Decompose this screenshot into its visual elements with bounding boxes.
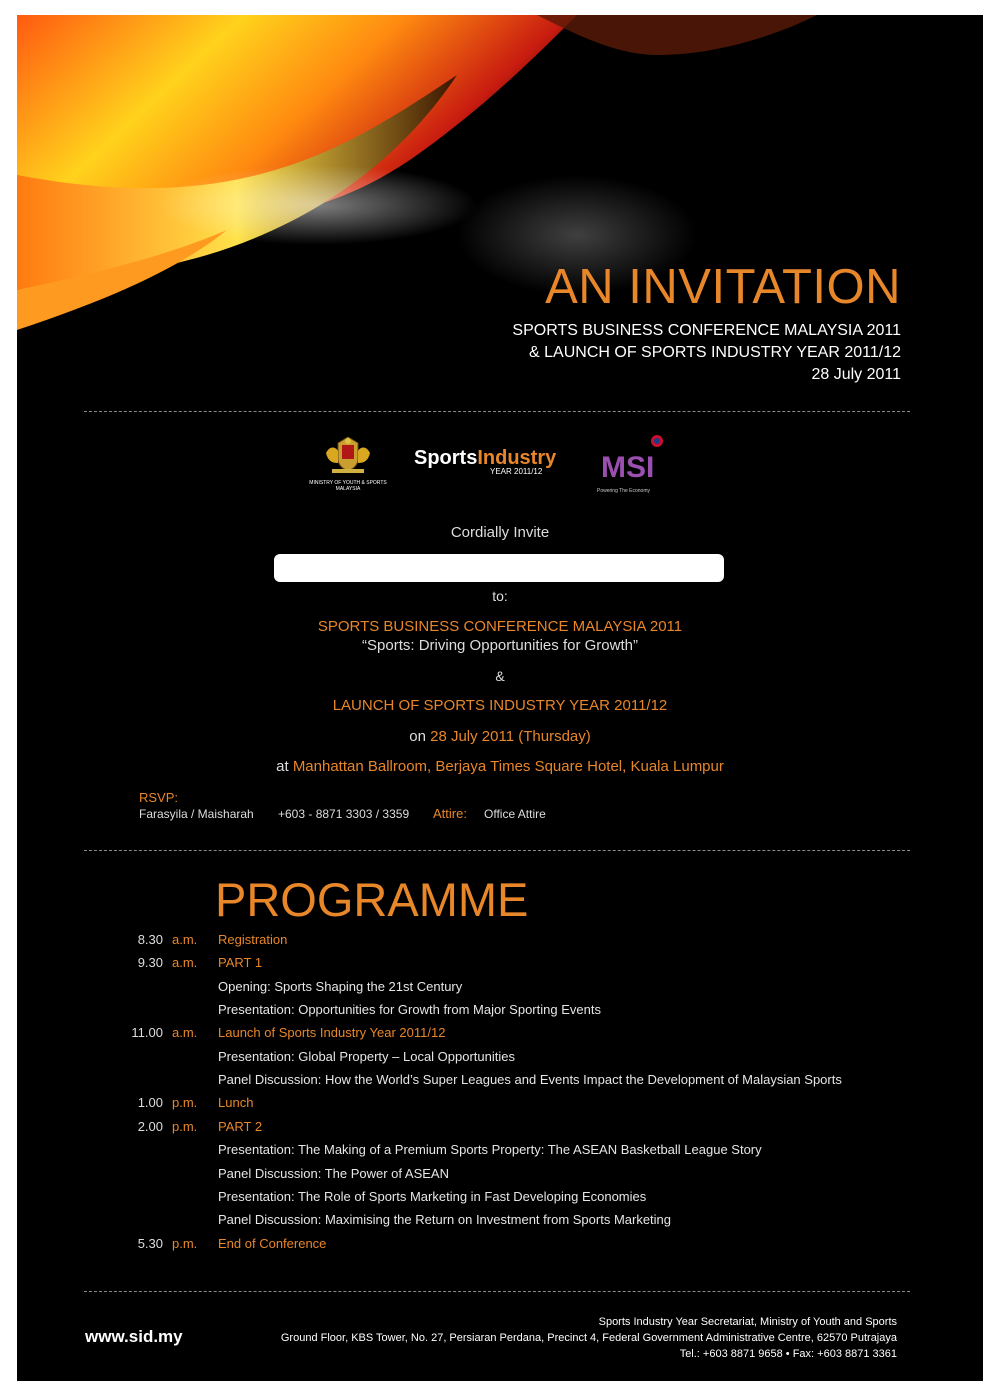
msi-logo-text: MSI [601, 451, 655, 483]
programme-ampm: p.m. [172, 1095, 198, 1111]
programme-description: Presentation: Global Property – Local Opportunities [218, 1048, 516, 1064]
ministry-name: MINISTRY OF YOUTH & SPORTS [309, 480, 387, 486]
invitee-name-field[interactable] [274, 554, 724, 582]
programme-row [17, 1212, 983, 1232]
programme-time: 1.00 [137, 1095, 163, 1111]
at-prefix: at [276, 758, 289, 775]
invitation-card [17, 15, 983, 1381]
attire-value: Office Attire [484, 807, 546, 821]
header-line-launch: & LAUNCH OF SPORTS INDUSTRY YEAR 2011/12 [529, 344, 901, 361]
programme-time: 9.30 [137, 955, 163, 971]
rsvp-phone: +603 - 8871 3303 / 3359 [278, 807, 410, 821]
programme-row [17, 1072, 983, 1092]
programme-row [17, 1049, 983, 1069]
header-line-conference: SPORTS BUSINESS CONFERENCE MALAYSIA 2011 [512, 322, 901, 339]
programme-time: 8.30 [137, 932, 163, 947]
programme-ampm: p.m. [172, 1118, 198, 1134]
event-launch: LAUNCH OF SPORTS INDUSTRY YEAR 2011/12 [332, 697, 668, 714]
website-link[interactable]: www.sid.my [85, 1327, 183, 1346]
programme-description: Panel Discussion: How the World’s Super Leagues and Events Impact the Development of Malaysian Sports [218, 1072, 842, 1088]
cordially-invite: Cordially Invite [450, 524, 550, 541]
programme-time: 11.00 [131, 1025, 163, 1041]
programme-description: Panel Discussion: The Power of ASEAN [218, 1165, 449, 1181]
programme-row [17, 1002, 983, 1022]
event-date: 28 July 2011 (Thursday) [430, 728, 591, 745]
divider [84, 850, 910, 851]
programme-description: Lunch [218, 1095, 254, 1111]
programme-description: Presentation: Opportunities for Growth from Major Sporting Events [218, 1002, 601, 1018]
programme-description: Panel Discussion: Maximising the Return on Investment from Sports Marketing [218, 1212, 672, 1228]
msi-tagline: Powering The Economy [597, 488, 650, 494]
event-conference: SPORTS BUSINESS CONFERENCE MALAYSIA 2011 [317, 618, 683, 635]
programme-description: Presentation: The Making of a Premium Sports Property: The ASEAN Basketball League Story [218, 1142, 762, 1158]
programme-ampm: p.m. [172, 1235, 198, 1251]
invitation-title: AN INVITATION [545, 260, 901, 314]
programme-description: Presentation: The Role of Sports Marketing in Fast Developing Economies [218, 1188, 647, 1204]
programme-description: PART 2 [218, 1118, 263, 1134]
on-prefix: on [409, 728, 426, 745]
programme-row [17, 932, 983, 952]
event-date-line [17, 728, 983, 745]
divider [84, 1291, 910, 1292]
msi-logo [597, 433, 677, 495]
programme-time: 2.00 [137, 1118, 163, 1134]
coat-of-arms-icon [318, 433, 378, 475]
footer-address: Ground Floor, KBS Tower, No. 27, Persiaran Perdana, Precinct 4, Federal Government Administrative Centre, 62570 Putrajaya [280, 1332, 897, 1344]
rsvp-contacts: Farasyila / Maisharah [139, 807, 254, 821]
to-label: to: [492, 588, 508, 604]
programme-row [17, 1142, 983, 1162]
programme-description: PART 1 [218, 955, 263, 971]
programme-description: Opening: Sports Shaping the 21st Century [218, 978, 463, 994]
msi-mark-icon [597, 433, 677, 483]
attire-label: Attire: [433, 806, 467, 821]
header-date: 28 July 2011 [811, 366, 901, 383]
event-venue: Manhattan Ballroom, Berjaya Times Square Hotel, Kuala Lumpur [292, 758, 724, 775]
programme-row [17, 1095, 983, 1115]
footer-contact: Tel.: +603 8871 9658 • Fax: +603 8871 3361 [679, 1348, 897, 1360]
logo-year-text: YEAR 2011/12 [490, 467, 543, 476]
programme-description: Launch of Sports Industry Year 2011/12 [218, 1025, 446, 1041]
programme-row [17, 1119, 983, 1139]
programme-ampm: a.m. [172, 955, 198, 971]
footer-secretariat: Sports Industry Year Secretariat, Ministry of Youth and Sports [598, 1316, 897, 1328]
programme-row [17, 979, 983, 999]
event-tagline: “Sports: Driving Opportunities for Growth” [362, 637, 638, 654]
programme-time: 5.30 [137, 1235, 163, 1251]
ministry-country: MALAYSIA [335, 486, 361, 492]
logo-industry-text: Industry [477, 447, 557, 469]
programme-ampm: a.m. [172, 1025, 198, 1041]
programme-ampm: a.m. [172, 932, 198, 947]
programme-row [17, 1236, 983, 1256]
ministry-logo [304, 433, 392, 493]
logo-sports-text: Sports [414, 447, 478, 469]
event-venue-line [17, 758, 983, 775]
ampersand: & [495, 668, 505, 684]
programme-description: End of Conference [218, 1235, 327, 1251]
programme-description: Registration [218, 932, 288, 947]
programme-row [17, 1025, 983, 1045]
programme-title: PROGRAMME [215, 873, 529, 926]
rsvp-label: RSVP: [139, 790, 179, 805]
programme-row [17, 1166, 983, 1186]
programme-row [17, 1189, 983, 1209]
divider [84, 411, 910, 412]
programme-row [17, 955, 983, 975]
